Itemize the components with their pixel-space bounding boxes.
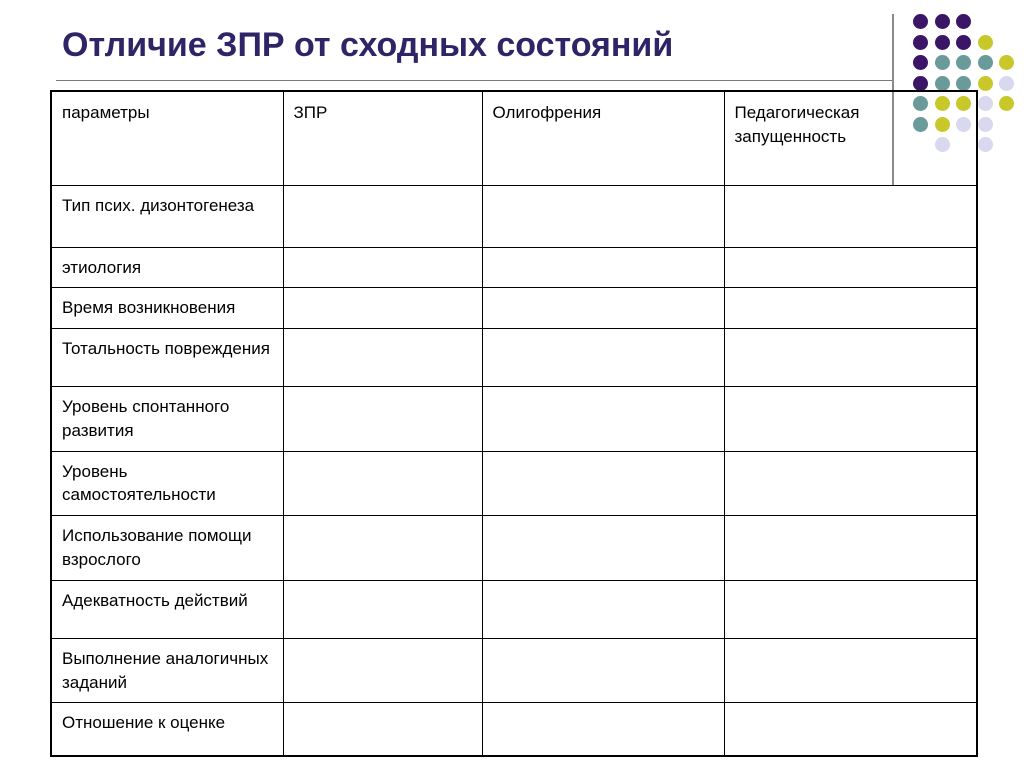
- header-cell-pedagogical-neglect: Педагогическая запущенность: [724, 91, 977, 185]
- table-row: [51, 516, 977, 581]
- decorative-dot: [956, 14, 971, 29]
- table-cell: [724, 329, 977, 387]
- decorative-dot: [913, 76, 928, 91]
- decorative-dot: [978, 117, 993, 132]
- decorative-dot: [978, 35, 993, 50]
- table-cell: [724, 247, 977, 288]
- decorative-dot: [956, 35, 971, 50]
- comparison-table: [50, 90, 978, 757]
- table-cell: [724, 185, 977, 247]
- title-underline: [56, 80, 893, 81]
- table-cell: [283, 247, 482, 288]
- table-row: [51, 387, 977, 452]
- table-cell: [283, 185, 482, 247]
- parameter-cell: Тип псих. дизонтогенеза: [51, 185, 283, 247]
- header-cell-oligophrenia: Олигофрения: [482, 91, 724, 185]
- header-cell-parameters: параметры: [51, 91, 283, 185]
- header-cell-zpr: ЗПР: [283, 91, 482, 185]
- decorative-dot: [935, 35, 950, 50]
- table-cell: [283, 516, 482, 581]
- parameter-cell: Выполнение аналогичных заданий: [51, 638, 283, 703]
- decorative-dot: [999, 76, 1014, 91]
- table-cell: [482, 703, 724, 756]
- decorative-dot: [956, 55, 971, 70]
- table-cell: [724, 387, 977, 452]
- slide-title: Отличие ЗПР от сходных состояний: [62, 26, 674, 64]
- table-cell: [482, 638, 724, 703]
- parameter-cell: Уровень самостоятельности: [51, 451, 283, 516]
- decorative-dot: [935, 55, 950, 70]
- table-row: [51, 703, 977, 756]
- table-cell: [482, 247, 724, 288]
- decorative-dot: [978, 76, 993, 91]
- parameter-cell: Адекватность действий: [51, 580, 283, 638]
- decorative-dot: [999, 96, 1014, 111]
- table-cell: [482, 580, 724, 638]
- table-row: [51, 638, 977, 703]
- table-row: [51, 580, 977, 638]
- table-row: [51, 288, 977, 329]
- table-cell: [724, 638, 977, 703]
- table-cell: [724, 288, 977, 329]
- decorative-dot: [978, 55, 993, 70]
- parameter-cell: Отношение к оценке: [51, 703, 283, 756]
- decorative-dot: [913, 55, 928, 70]
- table-cell: [283, 638, 482, 703]
- table-cell: [283, 703, 482, 756]
- decorative-dot: [978, 96, 993, 111]
- table-cell: [724, 516, 977, 581]
- parameter-cell: Тотальность повреждения: [51, 329, 283, 387]
- table-cell: [482, 288, 724, 329]
- decorative-dot: [978, 137, 993, 152]
- decorative-dot: [999, 55, 1014, 70]
- decorative-dot: [956, 76, 971, 91]
- decorative-dot: [913, 14, 928, 29]
- table-cell: [283, 580, 482, 638]
- table-cell: [724, 703, 977, 756]
- table-cell: [482, 387, 724, 452]
- parameter-cell: Использование помощи взрослого: [51, 516, 283, 581]
- decorative-dot: [935, 76, 950, 91]
- decorative-dot: [935, 14, 950, 29]
- table-cell: [482, 329, 724, 387]
- parameter-cell: этиология: [51, 247, 283, 288]
- table-cell: [283, 329, 482, 387]
- table-cell: [724, 451, 977, 516]
- table-cell: [482, 516, 724, 581]
- table-cell: [482, 185, 724, 247]
- table-row: [51, 329, 977, 387]
- parameter-cell: Уровень спонтанного развития: [51, 387, 283, 452]
- table-row: [51, 247, 977, 288]
- parameter-cell: Время возникновения: [51, 288, 283, 329]
- table-row: [51, 185, 977, 247]
- table-cell: [482, 451, 724, 516]
- table-cell: [283, 288, 482, 329]
- table-header-row: [51, 91, 977, 185]
- table-cell: [724, 580, 977, 638]
- decorative-dot: [913, 35, 928, 50]
- table-row: [51, 451, 977, 516]
- table-cell: [283, 451, 482, 516]
- table-cell: [283, 387, 482, 452]
